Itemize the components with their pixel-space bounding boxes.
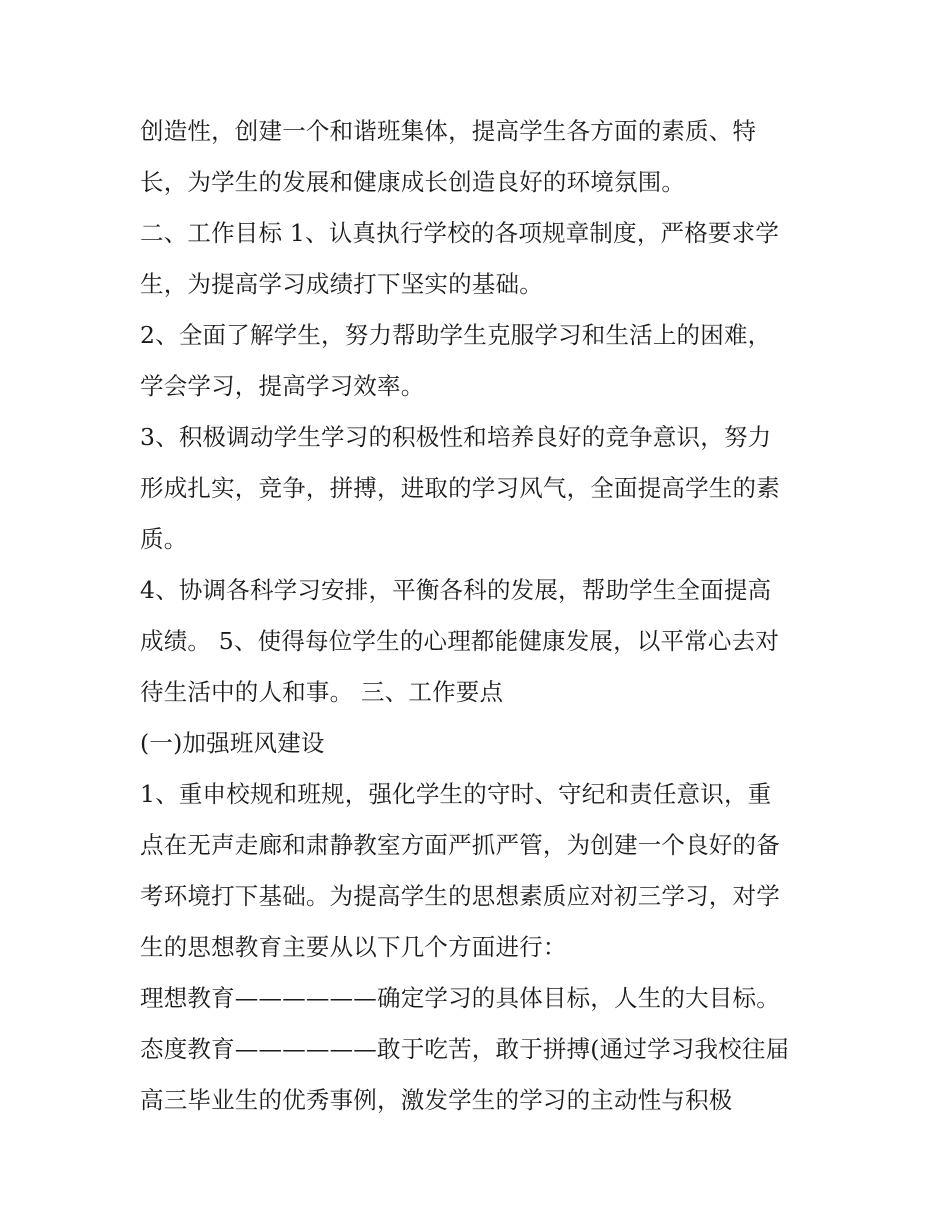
text-line: 学会学习，提高学习效率。 <box>140 372 425 400</box>
text-line: 长，为学生的发展和健康成长创造良好的环境氛围。 <box>140 168 686 196</box>
text-line: 高三毕业生的优秀事例，激发学生的学习的主动性与积极 <box>140 1086 733 1114</box>
document-body <box>140 106 830 1126</box>
text-line: 待生活中的人和事。 三、工作要点 <box>140 678 504 706</box>
text-line: 2、全面了解学生，努力帮助学生克服学习和生活上的困难， <box>140 321 772 349</box>
text-line: 质。 <box>140 525 188 553</box>
text-line: 创造性，创建一个和谐班集体，提高学生各方面的素质、特 <box>140 117 757 145</box>
text-line: 4、协调各科学习安排，平衡各科的发展，帮助学生全面提高 <box>140 576 772 604</box>
text-line: 成绩。 5、使得每位学生的心理都能健康发展，以平常心去对 <box>140 627 780 655</box>
text-line: 3、积极调动学生学习的积极性和培养良好的竞争意识，努力 <box>140 423 772 451</box>
text-line: 生的思想教育主要从以下几个方面进行： <box>140 933 567 961</box>
section-heading: (一)加强班风建设 <box>140 729 325 757</box>
text-line: 点在无声走廊和肃静教室方面严抓严管，为创建一个良好的备 <box>140 831 780 859</box>
text-line: 态度教育——————敢于吃苦，敢于拼搏(通过学习我校往届 <box>140 1035 790 1063</box>
text-line: 考环境打下基础。为提高学生的思想素质应对初三学习，对学 <box>140 882 780 910</box>
text-line: 生，为提高学习成绩打下坚实的基础。 <box>140 270 543 298</box>
text-line: 理想教育——————确定学习的具体目标，人生的大目标。 <box>140 984 780 1012</box>
text-line: 形成扎实，竞争，拼搏，进取的学习风气，全面提高学生的素 <box>140 474 780 502</box>
text-line: 二、工作目标 1、认真执行学校的各项规章制度，严格要求学 <box>140 219 780 247</box>
text-line: 1、重申校规和班规，强化学生的守时、守纪和责任意识，重 <box>140 780 772 808</box>
